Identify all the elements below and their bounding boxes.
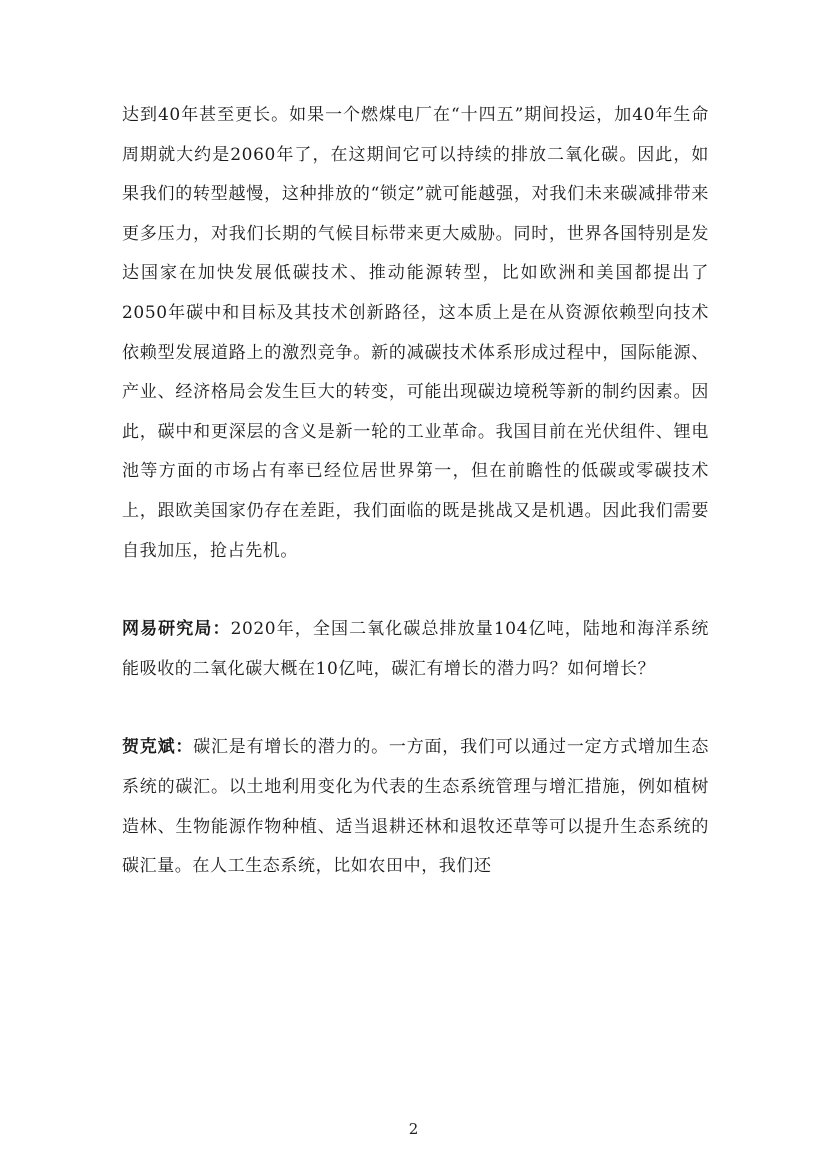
paragraph-text: 碳汇是有增长的潜力的。一方面，我们可以通过一定方式增加生态系统的碳汇。以土地利用变化为代表的生态系统管理与增汇措施，例如植树造林、生物能源作物种植、适当退耕还林和退牧还草等可以提升生态系统的碳汇量。在人工生态系统，比如农田中，我们还	[122, 737, 709, 877]
speaker-label: 贺克斌：	[122, 737, 194, 758]
paragraph-question	[122, 610, 709, 689]
paragraph-text: 2020年，全国二氧化碳总排放量104亿吨，陆地和海洋系统能吸收的二氧化碳大概在10亿吨，碳汇有增长的潜力吗？如何增长？	[122, 619, 709, 679]
page-number: 2	[408, 1120, 419, 1138]
speaker-label: 网易研究局：	[122, 619, 231, 640]
paragraph-text: 达到40年甚至更长。如果一个燃煤电厂在“十四五”期间投运，加40年生命周期就大约是2060年了，在这期间它可以持续的排放二氧化碳。因此，如果我们的转型越慢，这种排放的“锁定”就可能越强，对我们未来碳减排带来更多压力，对我们长期的气候目标带来更大威胁。同时，世界各国特别是发达国家在加快发展低碳技术、推动能源转型，比如欧洲和美国都提出了2050年碳中和目标及其技术创新路径，这本质上是在从资源依赖型向技术依赖型发展道路上的激烈竞争。新的减碳技术体系形成过程中，国际能源、产业、经济格局会发生巨大的转变，可能出现碳边境税等新的制约因素。因此，碳中和更深层的含义是新一轮的工业革命。我国目前在光伏组件、锂电池等方面的市场占有率已经位居世界第一，但在前瞻性的低碳或零碳技术上，跟欧美国家仍存在差距，我们面临的既是挑战又是机遇。因此我们需要自我加压，抢占先机。	[122, 105, 709, 561]
document-body	[122, 96, 709, 887]
paragraph-continuation	[122, 96, 709, 571]
paragraph-answer	[122, 728, 709, 886]
